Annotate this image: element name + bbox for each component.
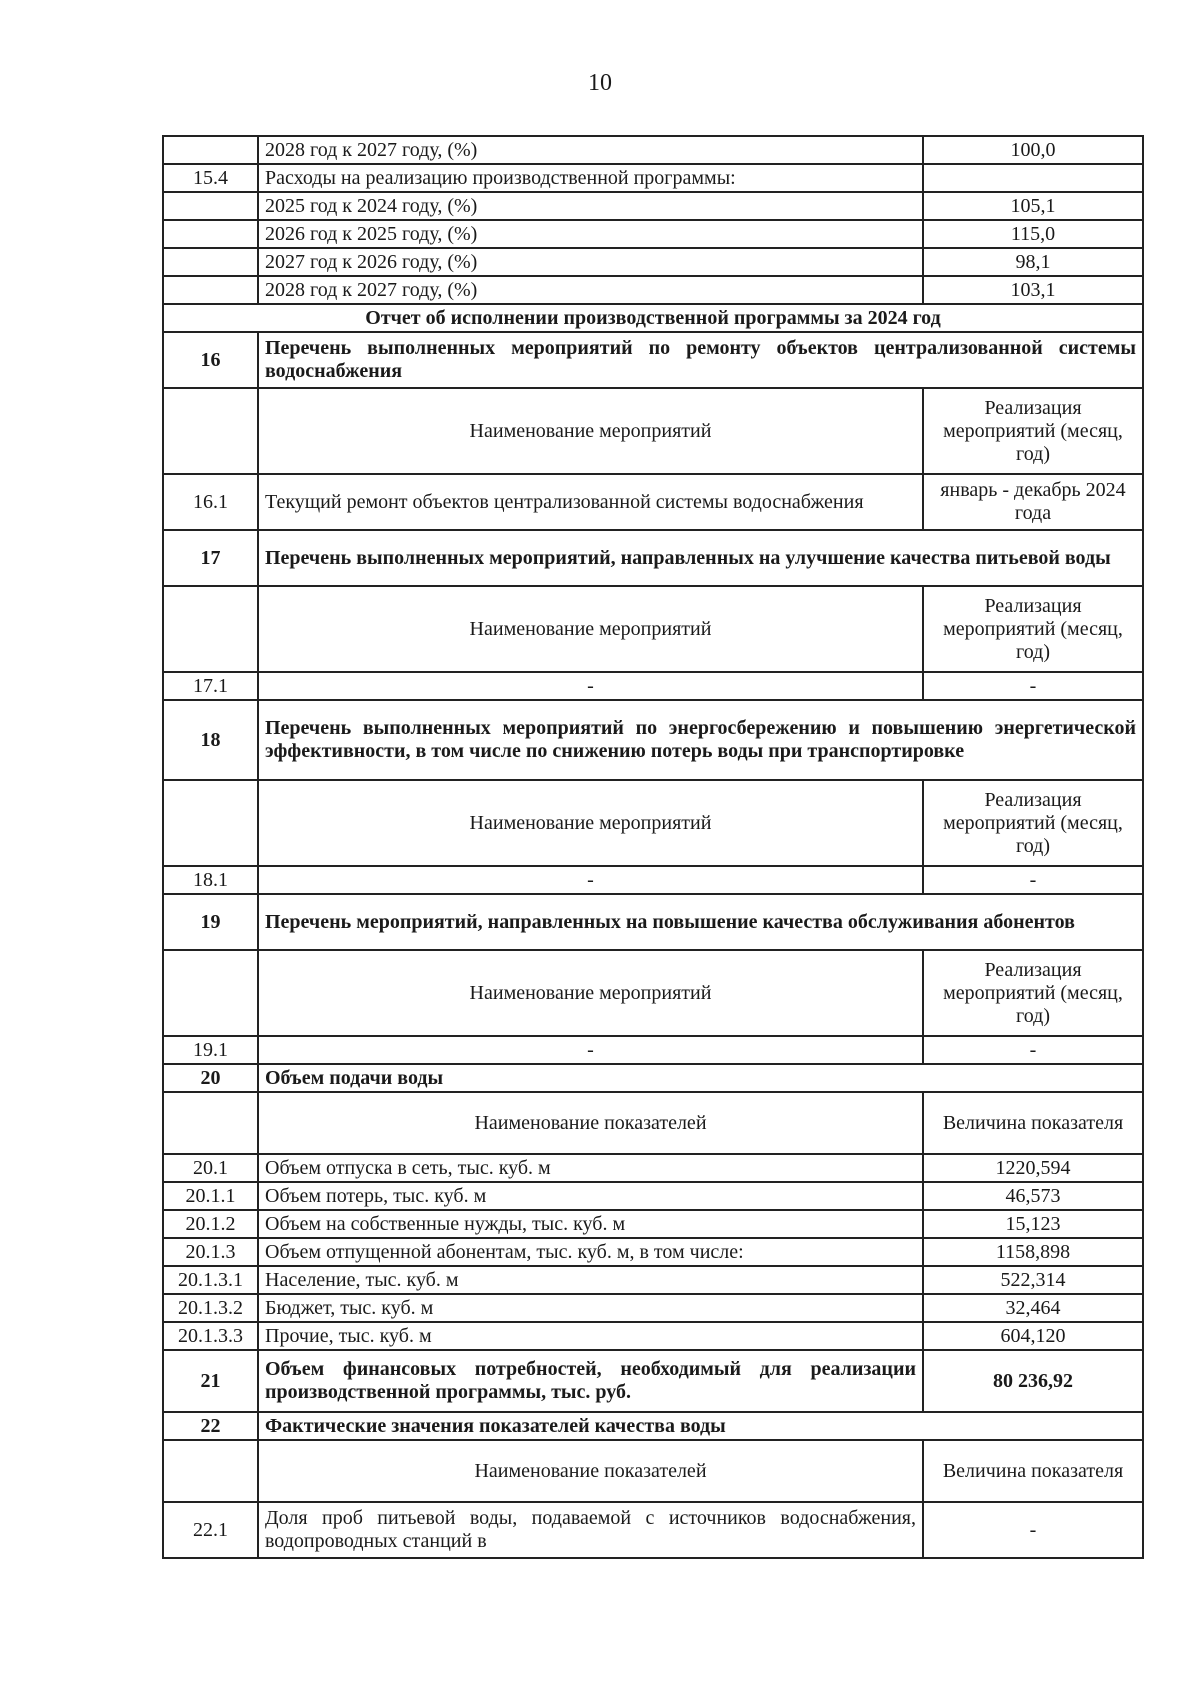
row-number: 20.1.2 bbox=[163, 1210, 258, 1238]
empty-cell bbox=[163, 1092, 258, 1154]
row-value: 103,1 bbox=[923, 276, 1143, 304]
row-value: 80 236,92 bbox=[923, 1350, 1143, 1412]
table-row bbox=[163, 672, 1143, 700]
section-title: Объем подачи воды bbox=[258, 1064, 1143, 1092]
row-text: 2025 год к 2024 году, (%) bbox=[258, 192, 923, 220]
row-value bbox=[923, 164, 1143, 192]
column-header-name: Наименование показателей bbox=[258, 1440, 923, 1502]
column-header-name: Наименование мероприятий bbox=[258, 780, 923, 866]
section-title: Перечень выполненных мероприятий по ремонту объектов централизованной системы водоснабжения bbox=[258, 332, 1143, 388]
row-text: - bbox=[258, 672, 923, 700]
row-number bbox=[163, 248, 258, 276]
report-title-row bbox=[163, 304, 1143, 332]
row-text: Объем потерь, тыс. куб. м bbox=[258, 1182, 923, 1210]
section-17-header-row bbox=[163, 586, 1143, 672]
row-number bbox=[163, 220, 258, 248]
row-number: 15.4 bbox=[163, 164, 258, 192]
section-number: 20 bbox=[163, 1064, 258, 1092]
table-row bbox=[163, 136, 1143, 164]
section-17-title-row bbox=[163, 530, 1143, 586]
section-16-header-row bbox=[163, 388, 1143, 474]
row-text: - bbox=[258, 866, 923, 894]
column-header-name: Наименование показателей bbox=[258, 1092, 923, 1154]
row-text: 2027 год к 2026 году, (%) bbox=[258, 248, 923, 276]
row-number: 20.1.3.2 bbox=[163, 1294, 258, 1322]
column-header-name: Наименование мероприятий bbox=[258, 388, 923, 474]
row-value: 46,573 bbox=[923, 1182, 1143, 1210]
page-number: 10 bbox=[588, 70, 612, 96]
row-value: 98,1 bbox=[923, 248, 1143, 276]
row-number bbox=[163, 136, 258, 164]
row-value: январь - декабрь 2024 года bbox=[923, 474, 1143, 530]
section-18-header-row bbox=[163, 780, 1143, 866]
section-number: 18 bbox=[163, 700, 258, 780]
row-value: 604,120 bbox=[923, 1322, 1143, 1350]
section-title: Перечень выполненных мероприятий по энергосбережению и повышению энергетической эффективности, в том числе по снижению потерь воды при транспортировке bbox=[258, 700, 1143, 780]
table-row bbox=[163, 1154, 1143, 1182]
row-text: Бюджет, тыс. куб. м bbox=[258, 1294, 923, 1322]
empty-cell bbox=[163, 780, 258, 866]
report-title: Отчет об исполнении производственной программы за 2024 год bbox=[163, 304, 1143, 332]
empty-cell bbox=[163, 586, 258, 672]
row-value: 1158,898 bbox=[923, 1238, 1143, 1266]
table-row bbox=[163, 866, 1143, 894]
table-row bbox=[163, 192, 1143, 220]
section-21-row bbox=[163, 1350, 1143, 1412]
table-row bbox=[163, 1238, 1143, 1266]
section-title: Перечень мероприятий, направленных на повышение качества обслуживания абонентов bbox=[258, 894, 1143, 950]
row-number: 17.1 bbox=[163, 672, 258, 700]
section-20-header-row bbox=[163, 1092, 1143, 1154]
row-value: 100,0 bbox=[923, 136, 1143, 164]
row-value: - bbox=[923, 1502, 1143, 1558]
row-text: Прочие, тыс. куб. м bbox=[258, 1322, 923, 1350]
row-text: Объем на собственные нужды, тыс. куб. м bbox=[258, 1210, 923, 1238]
section-number: 17 bbox=[163, 530, 258, 586]
column-header-period: Реализация мероприятий (месяц, год) bbox=[923, 950, 1143, 1036]
row-value: 15,123 bbox=[923, 1210, 1143, 1238]
section-title: Перечень выполненных мероприятий, направленных на улучшение качества питьевой воды bbox=[258, 530, 1143, 586]
column-header-value: Величина показателя bbox=[923, 1440, 1143, 1502]
row-text: Доля проб питьевой воды, подаваемой с источников водоснабжения, водопроводных станций в bbox=[258, 1502, 923, 1558]
table-row bbox=[163, 248, 1143, 276]
section-16-title-row bbox=[163, 332, 1143, 388]
table-row bbox=[163, 1502, 1143, 1558]
table-row bbox=[163, 474, 1143, 530]
table-row bbox=[163, 1294, 1143, 1322]
row-value: - bbox=[923, 866, 1143, 894]
row-value: 32,464 bbox=[923, 1294, 1143, 1322]
row-text: 2028 год к 2027 году, (%) bbox=[258, 136, 923, 164]
section-number: 22 bbox=[163, 1412, 258, 1440]
row-number bbox=[163, 192, 258, 220]
section-number: 21 bbox=[163, 1350, 258, 1412]
section-19-title-row bbox=[163, 894, 1143, 950]
column-header-name: Наименование мероприятий bbox=[258, 950, 923, 1036]
table-row bbox=[163, 164, 1143, 192]
row-text: Объем отпуска в сеть, тыс. куб. м bbox=[258, 1154, 923, 1182]
row-value: - bbox=[923, 672, 1143, 700]
table-row bbox=[163, 1210, 1143, 1238]
column-header-period: Реализация мероприятий (месяц, год) bbox=[923, 780, 1143, 866]
column-header-period: Реализация мероприятий (месяц, год) bbox=[923, 586, 1143, 672]
table-row bbox=[163, 1036, 1143, 1064]
production-program-table bbox=[162, 135, 1144, 1559]
table-row bbox=[163, 276, 1143, 304]
empty-cell bbox=[163, 388, 258, 474]
row-number bbox=[163, 276, 258, 304]
empty-cell bbox=[163, 950, 258, 1036]
section-number: 16 bbox=[163, 332, 258, 388]
section-number: 19 bbox=[163, 894, 258, 950]
table-row bbox=[163, 1266, 1143, 1294]
row-text: Текущий ремонт объектов централизованной системы водоснабжения bbox=[258, 474, 923, 530]
row-value: 522,314 bbox=[923, 1266, 1143, 1294]
row-number: 20.1.3.1 bbox=[163, 1266, 258, 1294]
row-number: 18.1 bbox=[163, 866, 258, 894]
row-text: 2026 год к 2025 году, (%) bbox=[258, 220, 923, 248]
row-number: 19.1 bbox=[163, 1036, 258, 1064]
row-text: Объем отпущенной абонентам, тыс. куб. м, в том числе: bbox=[258, 1238, 923, 1266]
table-row bbox=[163, 1322, 1143, 1350]
row-text: 2028 год к 2027 году, (%) bbox=[258, 276, 923, 304]
row-number: 20.1.3.3 bbox=[163, 1322, 258, 1350]
table-row bbox=[163, 220, 1143, 248]
column-header-value: Величина показателя bbox=[923, 1092, 1143, 1154]
section-20-title-row bbox=[163, 1064, 1143, 1092]
section-22-title-row bbox=[163, 1412, 1143, 1440]
row-text: Расходы на реализацию производственной программы: bbox=[258, 164, 923, 192]
row-value: 1220,594 bbox=[923, 1154, 1143, 1182]
empty-cell bbox=[163, 1440, 258, 1502]
row-value: - bbox=[923, 1036, 1143, 1064]
row-number: 20.1.1 bbox=[163, 1182, 258, 1210]
row-text: - bbox=[258, 1036, 923, 1064]
column-header-name: Наименование мероприятий bbox=[258, 586, 923, 672]
section-19-header-row bbox=[163, 950, 1143, 1036]
section-18-title-row bbox=[163, 700, 1143, 780]
section-title: Фактические значения показателей качества воды bbox=[258, 1412, 1143, 1440]
column-header-period: Реализация мероприятий (месяц, год) bbox=[923, 388, 1143, 474]
row-text: Население, тыс. куб. м bbox=[258, 1266, 923, 1294]
row-number: 22.1 bbox=[163, 1502, 258, 1558]
row-number: 20.1.3 bbox=[163, 1238, 258, 1266]
row-value: 105,1 bbox=[923, 192, 1143, 220]
table-row bbox=[163, 1182, 1143, 1210]
section-title: Объем финансовых потребностей, необходимый для реализации производственной программы, тыс. руб. bbox=[258, 1350, 923, 1412]
section-22-header-row bbox=[163, 1440, 1143, 1502]
row-number: 20.1 bbox=[163, 1154, 258, 1182]
row-number: 16.1 bbox=[163, 474, 258, 530]
row-value: 115,0 bbox=[923, 220, 1143, 248]
